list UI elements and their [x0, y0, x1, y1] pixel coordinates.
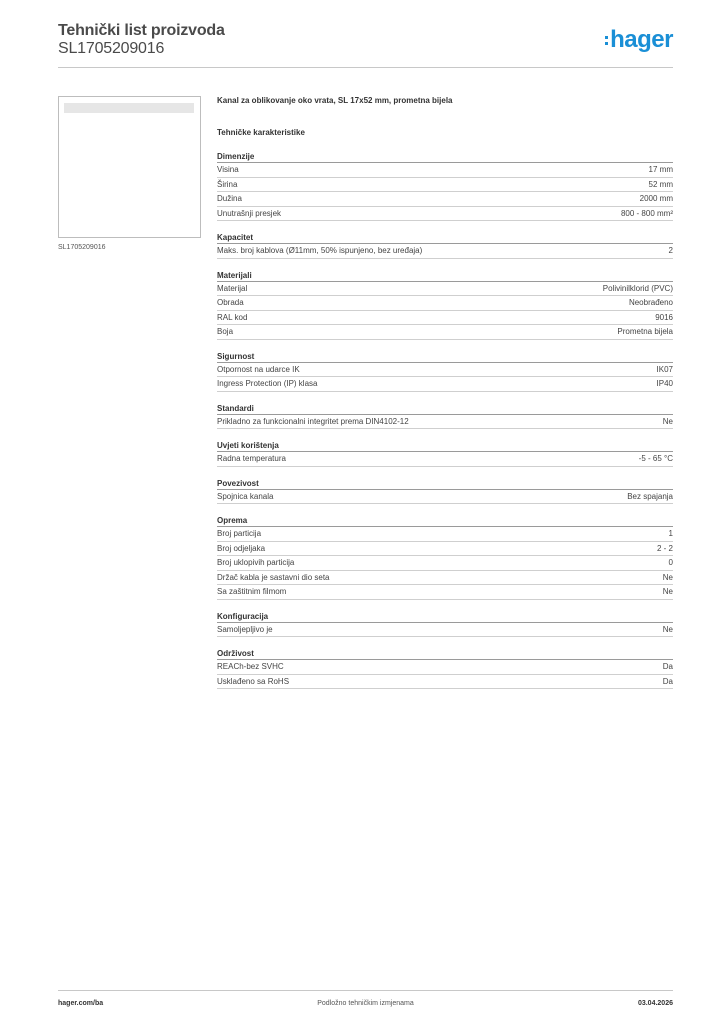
spec-label: Materijal: [217, 283, 248, 293]
spec-label: Broj uklopivih particija: [217, 558, 295, 567]
section-title: Sigurnost: [217, 351, 673, 363]
spec-row: [217, 282, 673, 297]
spec-section: [217, 351, 673, 392]
spec-label: Držač kabla je sastavni dio seta: [217, 572, 330, 582]
section-title: Uvjeti korištenja: [217, 440, 673, 452]
footer-date: 03.04.2026: [637, 1000, 673, 1007]
spec-value: 0: [668, 558, 673, 567]
spec-section: [217, 232, 673, 259]
spec-label: Obrada: [217, 298, 244, 307]
spec-row: [217, 527, 673, 542]
spec-label: Sa zaštitnim filmom: [217, 587, 287, 596]
product-image-caption: SL1705209016: [58, 244, 106, 251]
spec-section: [217, 270, 673, 340]
spec-value: Polivinilklorid (PVC): [602, 283, 673, 293]
spec-label: Boja: [217, 327, 234, 336]
product-code: SL1705209016: [58, 40, 165, 57]
spec-row: [217, 623, 673, 638]
spec-value: 1: [668, 529, 673, 538]
spec-value: Prometna bijela: [617, 327, 673, 336]
spec-value: 800 - 800 mm²: [620, 208, 673, 218]
spec-row: [217, 490, 673, 505]
spec-value: Da: [662, 676, 673, 686]
spec-row: [217, 163, 673, 178]
spec-value: IK07: [656, 364, 673, 374]
spec-content: [217, 96, 673, 689]
spec-label: Prikladno za funkcionalni integritet prema DIN4102-12: [217, 416, 409, 426]
spec-label: Dužina: [217, 194, 242, 203]
spec-value: Ne: [662, 624, 673, 634]
spec-row: [217, 556, 673, 571]
spec-row: [217, 363, 673, 378]
spec-label: Broj particija: [217, 529, 262, 538]
spec-value: 17 mm: [648, 165, 673, 174]
spec-row: [217, 542, 673, 557]
spec-value: 52 mm: [648, 179, 673, 189]
spec-row: [217, 377, 673, 392]
spec-row: [217, 660, 673, 675]
spec-section: [217, 403, 673, 430]
product-name: Kanal za oblikovanje oko vrata, SL 17x52 mm, prometna bijela: [217, 96, 453, 105]
page-header: [58, 20, 673, 68]
spec-row: [217, 244, 673, 259]
spec-row: [217, 311, 673, 326]
spec-row: [217, 178, 673, 193]
spec-label: Spojnica kanala: [217, 491, 274, 501]
spec-row: [217, 207, 673, 222]
spec-sections: [217, 151, 673, 689]
spec-label: REACh-bez SVHC: [217, 662, 284, 671]
spec-label: Maks. broj kablova (Ø11mm, 50% ispunjeno, bez uređaja): [217, 246, 423, 255]
spec-section: [217, 151, 673, 221]
spec-value: IP40: [656, 379, 673, 388]
spec-value: Da: [662, 662, 673, 671]
footer-website[interactable]: hager.com/ba: [58, 1000, 104, 1007]
spec-value: Neobrađeno: [628, 298, 673, 307]
logo-mark-icon: [605, 36, 608, 45]
spec-value: 9016: [655, 312, 673, 322]
spec-value: 2000 mm: [639, 194, 673, 203]
spec-value: Ne: [662, 572, 673, 582]
spec-section: [217, 478, 673, 505]
footer-note: Podložno tehničkim izmjenama: [317, 1000, 414, 1007]
spec-value: 2 - 2: [656, 543, 673, 553]
spec-row: [217, 452, 673, 467]
section-title: Oprema: [217, 515, 673, 527]
spec-row: [217, 325, 673, 340]
section-title: Konfiguracija: [217, 611, 673, 623]
spec-label: Usklađeno sa RoHS: [217, 676, 290, 686]
spec-row: [217, 585, 673, 600]
section-title: Održivost: [217, 648, 673, 660]
spec-row: [217, 415, 673, 430]
spec-row: [217, 675, 673, 690]
section-title: Kapacitet: [217, 232, 673, 244]
spec-section: [217, 440, 673, 467]
spec-label: RAL kod: [217, 312, 248, 322]
section-title: Materijali: [217, 270, 673, 282]
spec-value: Ne: [662, 587, 673, 596]
spec-label: Otpornost na udarce IK: [217, 364, 300, 374]
spec-value: Bez spajanja: [627, 491, 673, 501]
spec-label: Samoljepljivo je: [217, 624, 273, 634]
spec-section: [217, 515, 673, 600]
spec-section: [217, 648, 673, 689]
spec-section: [217, 611, 673, 638]
spec-label: Širina: [217, 179, 238, 189]
spec-label: Ingress Protection (IP) klasa: [217, 379, 318, 388]
spec-value: Ne: [662, 416, 673, 426]
product-image: [58, 96, 201, 238]
spec-label: Radna temperatura: [217, 454, 286, 463]
spec-label: Visina: [217, 165, 239, 174]
tech-heading: Tehničke karakteristike: [217, 128, 305, 137]
spec-value: -5 - 65 °C: [638, 454, 673, 463]
spec-label: Broj odjeljaka: [217, 543, 266, 553]
spec-row: [217, 296, 673, 311]
page-footer: [58, 990, 673, 1014]
section-title: Povezivost: [217, 478, 673, 490]
spec-row: [217, 571, 673, 586]
product-image-placeholder: [64, 103, 194, 113]
spec-row: [217, 192, 673, 207]
spec-label: Unutrašnji presjek: [217, 208, 282, 218]
section-title: Dimenzije: [217, 151, 673, 163]
spec-value: 2: [668, 246, 673, 255]
logo-text: hager: [610, 26, 673, 53]
document-title: Tehnički list proizvoda: [58, 22, 225, 39]
hager-logo: [605, 26, 673, 54]
section-title: Standardi: [217, 403, 673, 415]
